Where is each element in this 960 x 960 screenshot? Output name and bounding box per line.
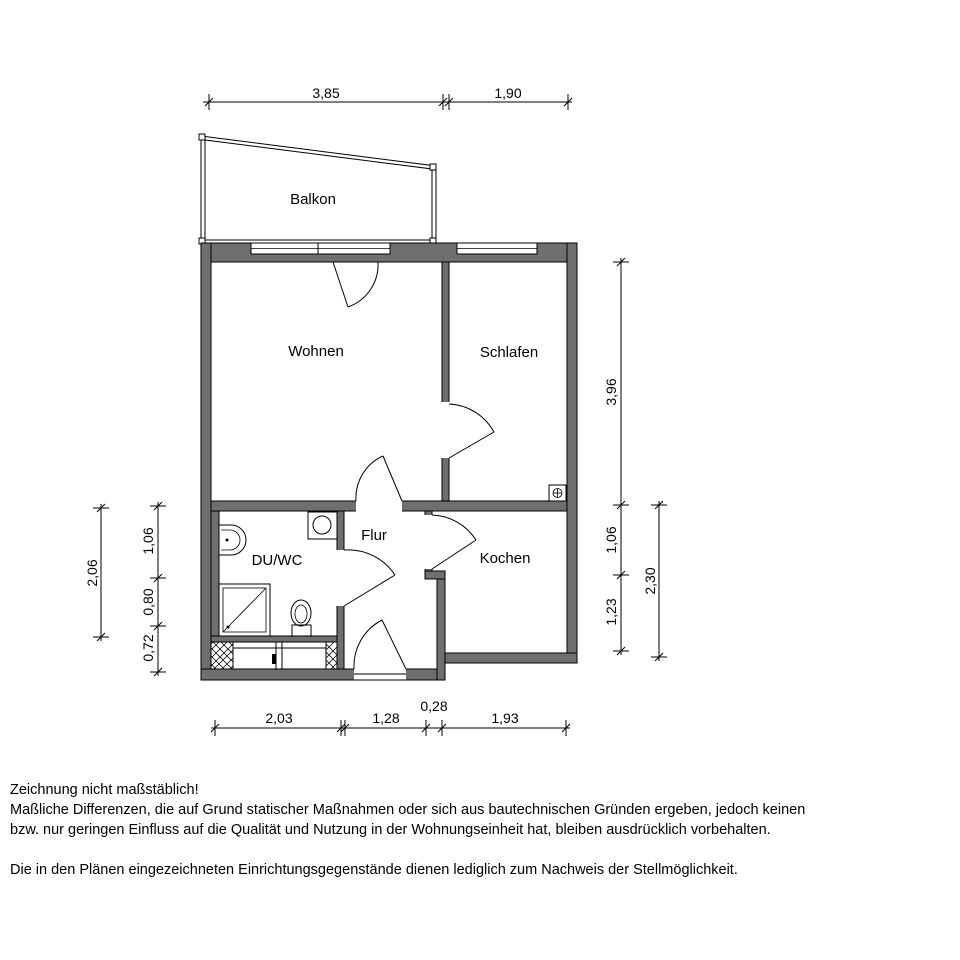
dimension-right-lower: 1,23 [603,598,619,626]
doors [333,262,494,669]
note-not-to-scale: Zeichnung nicht maßstäblich! [10,782,199,798]
door-openings [336,402,450,681]
balcony [199,134,436,244]
washing-machine-icon [308,512,337,539]
room-label-schlafen: Schlafen [479,344,539,361]
dimension-bottom-3: 0,28 [420,698,448,714]
dimension-right-upper: 3,96 [603,378,619,406]
room-label-kochen: Kochen [479,550,531,567]
radiator-icon [549,485,566,501]
dimension-left-total: 2,06 [84,559,100,587]
disclaimer-notes [10,780,950,880]
dimension-bottom-1: 2,03 [265,710,293,726]
dimension-top-left: 3,85 [312,85,340,101]
dimension-right-total: 2,30 [642,567,658,595]
toilet-icon [291,600,311,636]
walls [201,243,577,680]
note-differences-line-1: Maßliche Differenzen, die auf Grund statischer Maßnahmen oder sich aus bautechnischen Gründen ergeben, jedoch keinen [10,802,806,818]
note-spacer [10,840,950,860]
bathroom-fixtures [211,512,337,669]
note-furniture: Die in den Plänen eingezeichneten Einrichtungsgegenstände dienen lediglich zum Nachweis der Stellmöglichkeit. [10,862,738,878]
dimension-lines [93,94,667,736]
dimension-left-middle: 0,80 [140,588,156,616]
washbasin-icon [219,525,246,555]
room-label-duwc: DU/WC [251,552,303,569]
room-label-wohnen: Wohnen [288,343,344,360]
shower-icon [219,584,270,636]
dimension-bottom-2: 1,28 [372,710,400,726]
dimension-left-lower: 0,72 [140,634,156,662]
dimension-right-middle: 1,06 [603,526,619,554]
dimension-bottom-4: 1,93 [491,710,519,726]
note-differences-line-2: bzw. nur geringen Einfluss auf die Qualität und Nutzung in der Wohnungseinheit hat, bleiben ausdrücklich vorbehalten. [10,822,771,838]
room-label-flur: Flur [361,527,387,544]
dimension-top-right: 1,90 [494,85,522,101]
room-label-balkon: Balkon [290,191,336,208]
dimension-left-upper: 1,06 [140,527,156,555]
